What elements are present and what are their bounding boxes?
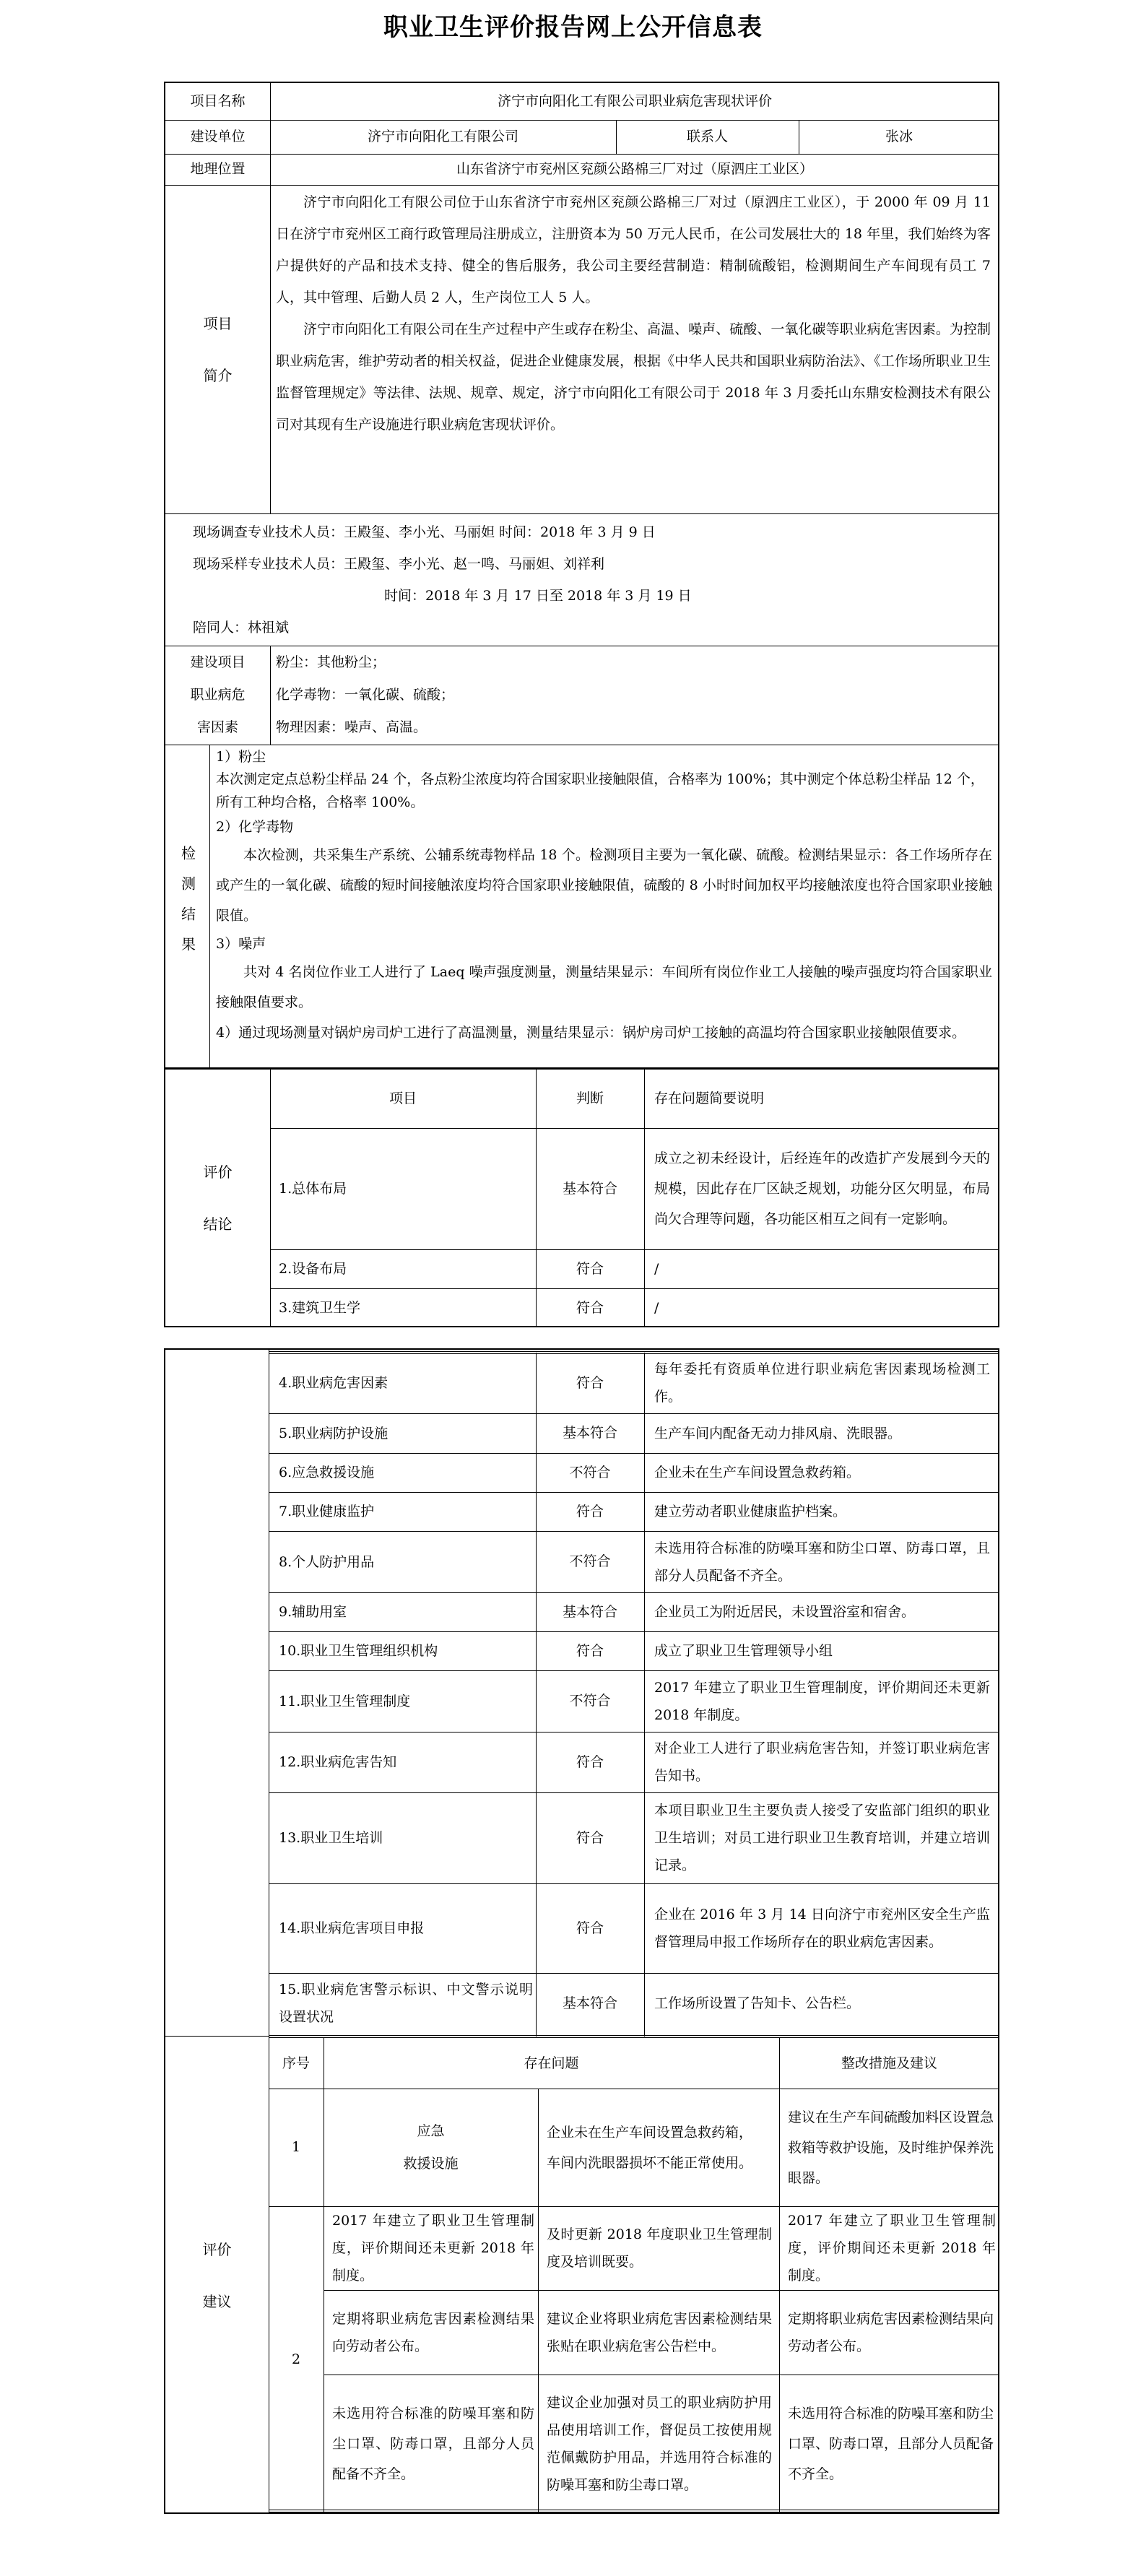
dust-heading: 1）粉尘 [216, 749, 266, 765]
builder-value: 济宁市向阳化工有限公司 [367, 129, 518, 145]
recommendations-label-line2: 建议 [202, 2292, 232, 2310]
conclusion-note: 本项目职业卫生主要负责人接受了安监部门组织的职业卫生培训；对员工进行职业卫生教育培训，并建立培训记录。 [654, 1803, 990, 1873]
project-name-label: 项目名称 [190, 93, 246, 110]
conclusion-label-line2: 结论 [203, 1215, 233, 1233]
hazards-label-line: 职业病危 [190, 687, 246, 703]
conclusion-note: 建立劳动者职业健康监护档案。 [654, 1504, 847, 1519]
rec-suggestion: 建议在生产车间硫酸加料区设置急救箱等救护设施，及时维护保养洗眼器。 [788, 2109, 994, 2186]
conclusion-header-item: 项目 [388, 1090, 417, 1106]
noise-text: 共对 4 名岗位作业工人进行了 Laeq 噪声强度测量，测量结果显示：车间所有岗位作业工人接触的噪声强度均符合国家职业接触限值要求。 [216, 964, 992, 1010]
conclusion-note: 工作场所设置了告知卡、公告栏。 [654, 1995, 861, 2011]
page-title: 职业卫生评价报告网上公开信息表 [383, 13, 763, 42]
conclusion-note: 未选用符合标准的防噪耳塞和防尘口罩、防毒口罩，且部分人员配备不齐全。 [654, 1540, 990, 1584]
intro-label [165, 185, 270, 513]
hazard-item: 化学毒物：一氧化碳、硫酸； [276, 687, 455, 703]
escort-person: 陪同人：林祖斌 [193, 620, 290, 636]
sampling-staff: 现场采样专业技术人员：王殿玺、李小光、赵一鸣、马丽妲、刘祥利 [193, 556, 605, 572]
conclusion-item: 4.职业病危害因素 [279, 1375, 388, 1391]
rec-problem: 建议企业将职业病危害因素检测结果张贴在职业病危害公告栏中。 [547, 2310, 772, 2354]
rec-category: 定期将职业病危害因素检测结果向劳动者公布。 [332, 2310, 534, 2354]
conclusion-item: 5.职业病防护设施 [279, 1425, 388, 1441]
conclusion-item: 14.职业病危害项目申报 [279, 1920, 425, 1936]
conclusion-note: 成立了职业卫生管理领导小组 [654, 1643, 833, 1659]
rec-category: 未选用符合标准的防噪耳塞和防尘口罩、防毒口罩，且部分人员配备不齐全。 [332, 2405, 534, 2482]
intro-paragraph-2: 济宁市向阳化工有限公司在生产过程中产生或存在粉尘、高温、噪声、硫酸、一氧化碳等职业病危害因素。为控制职业病危害，维护劳动者的相关权益，促进企业健康发展，根据《中华人民共和国职业病防治法》、《工作场所职业卫生监督管理规定》等法律、法规、规章、规定，济宁市向阳化工有限公司于 2018 年 3 月委托山东鼎安检测技术有限公司对其现有生产设施进行职业病危害现状评价。 [276, 321, 991, 433]
hazards-label-line: 建设项目 [190, 654, 246, 670]
chem-heading: 2）化学毒物 [216, 819, 294, 835]
contact-label: 联系人 [686, 129, 728, 145]
chem-text: 本次检测，共采集生产系统、公辅系统毒物样品 18 个。检测项目主要为一氧化碳、硫酸。检测结果显示：各工作场所存在或产生的一氧化碳、硫酸的短时间接触浓度均符合国家职业接触限值，硫酸的 8 小时时间加权平均接触浓度也符合国家职业接触限值。 [216, 847, 992, 924]
rec-header-suggestion: 整改措施及建议 [841, 2055, 937, 2071]
conclusion-judgment: 基本符合 [562, 1425, 617, 1441]
conclusion-label [165, 1069, 270, 1327]
conclusion-note: / [654, 1260, 659, 1277]
hazards-list [276, 646, 991, 745]
conclusion-header-note: 存在问题简要说明 [654, 1090, 765, 1106]
noise-heading: 3）噪声 [216, 936, 266, 952]
rec-category-line2: 救援设施 [403, 2155, 459, 2172]
conclusion-note: / [654, 1299, 659, 1316]
sampling-time: 时间：2018 年 3 月 17 日至 2018 年 3 月 19 日 [384, 588, 692, 604]
location-value: 山东省济宁市兖州区兖颜公路棉三厂对过（原泗庄工业区） [456, 161, 813, 178]
rec-header-problem: 存在问题 [524, 2055, 579, 2071]
conclusion-judgment: 不符合 [569, 1553, 611, 1570]
conclusion-judgment: 基本符合 [562, 1995, 617, 2011]
conclusion-note: 生产车间内配备无动力排风扇、洗眼器。 [654, 1425, 902, 1441]
heat-text: 4）通过现场测量对锅炉房司炉工进行了高温测量，测量结果显示：锅炉房司炉工接触的高温均符合国家职业接触限值要求。 [216, 1025, 966, 1041]
conclusion-item: 9.辅助用室 [279, 1604, 347, 1620]
info-table-part2 [164, 1348, 999, 2514]
rec-suggestion: 未选用符合标准的防噪耳塞和防尘口罩、防毒口罩，且部分人员配备不齐全。 [788, 2405, 994, 2482]
conclusion-note: 每年委托有资质单位进行职业病危害因素现场检测工作。 [654, 1361, 990, 1405]
hazards-label [165, 646, 270, 745]
conclusion-item: 13.职业卫生培训 [279, 1830, 383, 1846]
conclusion-judgment: 不符合 [569, 1693, 611, 1709]
rec-suggestion: 2017 年建立了职业卫生管理制度，评价期间还未更新 2018 年制度。 [788, 2213, 996, 2284]
conclusion-judgment: 符合 [576, 1920, 604, 1936]
rec-no: 1 [291, 2139, 301, 2156]
project-name-value: 济宁市向阳化工有限公司职业病危害现状评价 [497, 93, 772, 110]
conclusion-note: 企业未在生产车间设置急救药箱。 [654, 1465, 861, 1480]
builder-label: 建设单位 [190, 129, 246, 145]
rec-problem: 企业未在生产车间设置急救药箱， 车间内洗眼器损坏不能正常使用。 [547, 2124, 753, 2171]
conclusion-item: 2.设备布局 [279, 1260, 347, 1277]
conclusion-note: 企业员工为附近居民，未设置浴室和宿舍。 [654, 1604, 916, 1620]
conclusion-judgment: 符合 [576, 1642, 604, 1659]
conclusion-item: 6.应急救援设施 [279, 1465, 375, 1480]
rec-category: 2017 年建立了职业卫生管理制度，评价期间还未更新 2018 年制度。 [332, 2213, 534, 2284]
intro-label-line1: 项目 [203, 314, 233, 332]
conclusion-item: 12.职业病危害告知 [279, 1754, 397, 1770]
detection-label [165, 745, 209, 1067]
location-label: 地理位置 [190, 161, 246, 178]
conclusion-item: 11.职业卫生管理制度 [279, 1693, 411, 1709]
conclusion-judgment: 基本符合 [562, 1180, 617, 1197]
contact-value: 张冰 [885, 129, 913, 145]
info-table-part1 [164, 82, 999, 1327]
rec-suggestion: 定期将职业病危害因素检测结果向劳动者公布。 [788, 2310, 994, 2354]
conclusion-item: 3.建筑卫生学 [279, 1299, 361, 1316]
conclusion-item: 10.职业卫生管理组织机构 [279, 1643, 438, 1659]
conclusion-item: 1.总体布局 [279, 1180, 347, 1197]
hazard-item: 物理因素：噪声、高温。 [276, 719, 427, 735]
detection-label-text: 检测结果 [178, 845, 196, 967]
conclusion-label-line1: 评价 [203, 1163, 233, 1181]
dust-text: 本次测定定点总粉尘样品 24 个，各点粉尘浓度均符合国家职业接触限值，合格率为 100%；其中测定个体总粉尘样品 12 个，所有工种均合格，合格率 100%。 [216, 771, 984, 810]
recommendations-label-line1: 评价 [202, 2240, 232, 2258]
rec-problem: 及时更新 2018 年度职业卫生管理制度及培训既要。 [547, 2226, 772, 2270]
conclusion-header-judgment: 判断 [576, 1090, 604, 1106]
conclusion-judgment: 符合 [576, 1374, 604, 1391]
rec-header-no: 序号 [282, 2055, 310, 2071]
staff-section [193, 513, 987, 646]
conclusion-judgment: 符合 [576, 1299, 604, 1316]
conclusion-note: 对企业工人进行了职业病危害告知，并签订职业病危害告知书。 [654, 1740, 990, 1784]
survey-staff: 现场调查专业技术人员：王殿玺、李小光、马丽妲 时间：2018 年 3 月 9 日 [193, 524, 656, 540]
conclusion-item: 7.职业健康监护 [279, 1504, 375, 1519]
conclusion-item: 8.个人防护用品 [279, 1553, 375, 1570]
hazard-item: 粉尘：其他粉尘； [276, 654, 386, 670]
intro-content [276, 185, 991, 513]
rec-category-line1: 应急 [417, 2122, 445, 2139]
conclusion-note: 企业在 2016 年 3 月 14 日向济宁市兖州区安全生产监督管理局申报工作场所存在的职业病危害因素。 [654, 1907, 990, 1950]
conclusion-judgment: 符合 [576, 1260, 604, 1277]
conclusion-judgment: 不符合 [569, 1464, 611, 1480]
conclusion-item: 15.职业病危害警示标识、中文警示说明设置状况 [279, 1982, 533, 2025]
conclusion-judgment: 符合 [576, 1503, 604, 1519]
intro-paragraph-1: 济宁市向阳化工有限公司位于山东省济宁市兖州区兖颜公路棉三厂对过（原泗庄工业区），于 2000 年 09 月 11 日在济宁市兖州区工商行政管理局注册成立，注册资本为 50 万元人民币，在公司发展壮大的 18 年里，我们始终为客户提供好的产品和技术支持、健全的售后服务，我公司主要经营制造：精制硫酸铝，检测期间生产车间现有员工 7 人，其中管理、后勤人员 2 人，生产岗位工人 5 人。 [276, 194, 991, 305]
conclusion-judgment: 基本符合 [562, 1603, 617, 1620]
conclusion-note: 成立之初未经设计，后经连年的改造扩产发展到今天的规模，因此存在厂区缺乏规划，功能分区欠明显，布局尚欠合理等问题，各功能区相互之间有一定影响。 [654, 1150, 990, 1227]
recommendations-label [165, 2038, 269, 2512]
conclusion-note: 2017 年建立了职业卫生管理制度，评价期间还未更新 2018 年制度。 [654, 1679, 990, 1723]
rec-no: 2 [291, 2351, 301, 2367]
hazards-label-line: 害因素 [196, 719, 238, 735]
conclusion-judgment: 符合 [576, 1753, 604, 1770]
rec-problem: 建议企业加强对员工的职业病防护用品使用培训工作，督促员工按使用规范佩戴防护用品，并选用符合标准的防噪耳塞和防尘毒口罩。 [547, 2394, 772, 2493]
detection-content [216, 745, 992, 1067]
rec-category [324, 2089, 538, 2206]
conclusion-judgment: 符合 [576, 1829, 604, 1846]
intro-label-line2: 简介 [203, 366, 233, 384]
